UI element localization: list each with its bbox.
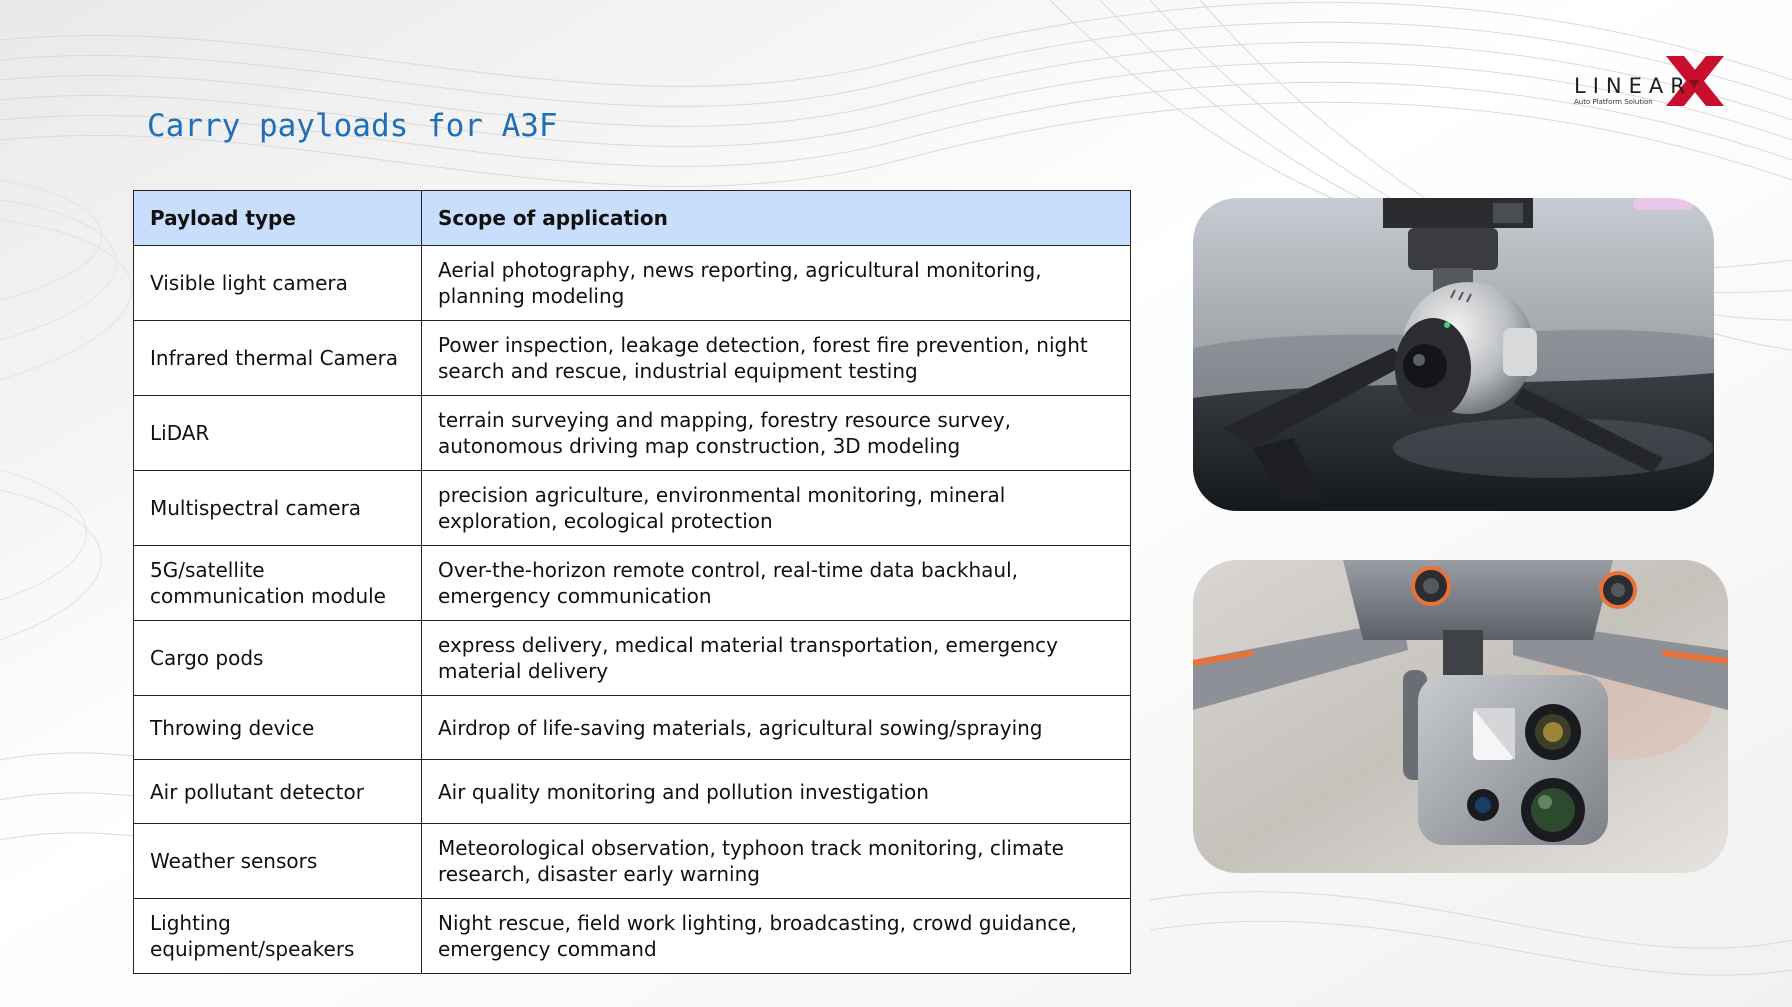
scope-cell: Meteorological observation, typhoon track monitoring, climate research, disaster early warning: [422, 824, 1131, 899]
scope-cell: terrain surveying and mapping, forestry resource survey, autonomous driving map construction, 3D modeling: [422, 396, 1131, 471]
table-row: [134, 321, 1131, 396]
payload-type-cell: Throwing device: [134, 696, 422, 760]
payload-type-cell: LiDAR: [134, 396, 422, 471]
header-scope: Scope of application: [422, 191, 1131, 246]
scope-cell: Over-the-horizon remote control, real-time data backhaul, emergency communication: [422, 546, 1131, 621]
payload-type-cell: Multispectral camera: [134, 471, 422, 546]
drone-multi-lens-payload-photo: [1193, 560, 1728, 873]
table-row: [134, 546, 1131, 621]
payload-type-cell: Lighting equipment/speakers: [134, 899, 422, 974]
scope-cell: Night rescue, field work lighting, broadcasting, crowd guidance, emergency command: [422, 899, 1131, 974]
table-row: [134, 760, 1131, 824]
brand-logo: [1570, 56, 1724, 118]
table-row: [134, 696, 1131, 760]
header-payload-type: Payload type: [134, 191, 422, 246]
drone-gimbal-camera-icon: [1193, 198, 1714, 511]
logo-tagline: Auto Platform Solution: [1574, 98, 1653, 106]
payload-type-cell: Air pollutant detector: [134, 760, 422, 824]
table-row: [134, 396, 1131, 471]
payload-type-cell: 5G/satellite communication module: [134, 546, 422, 621]
table-row: [134, 899, 1131, 974]
table-header-row: [134, 191, 1131, 246]
scope-cell: Power inspection, leakage detection, forest fire prevention, night search and rescue, industrial equipment testing: [422, 321, 1131, 396]
scope-cell: precision agriculture, environmental monitoring, mineral exploration, ecological protection: [422, 471, 1131, 546]
drone-multi-lens-payload-icon: [1193, 560, 1728, 873]
logo-wordmark: LINEAR: [1574, 74, 1692, 98]
table-row: [134, 824, 1131, 899]
payload-type-cell: Visible light camera: [134, 246, 422, 321]
table-row: [134, 471, 1131, 546]
table-row: [134, 621, 1131, 696]
scope-cell: Aerial photography, news reporting, agricultural monitoring, planning modeling: [422, 246, 1131, 321]
payload-table: [133, 190, 1131, 974]
slide-title: Carry payloads for A3F: [147, 108, 558, 144]
scope-cell: Airdrop of life-saving materials, agricultural sowing/spraying: [422, 696, 1131, 760]
payload-type-cell: Infrared thermal Camera: [134, 321, 422, 396]
drone-gimbal-camera-photo: [1193, 198, 1714, 511]
scope-cell: Air quality monitoring and pollution investigation: [422, 760, 1131, 824]
scope-cell: express delivery, medical material transportation, emergency material delivery: [422, 621, 1131, 696]
payload-type-cell: Cargo pods: [134, 621, 422, 696]
payload-type-cell: Weather sensors: [134, 824, 422, 899]
table-row: [134, 246, 1131, 321]
